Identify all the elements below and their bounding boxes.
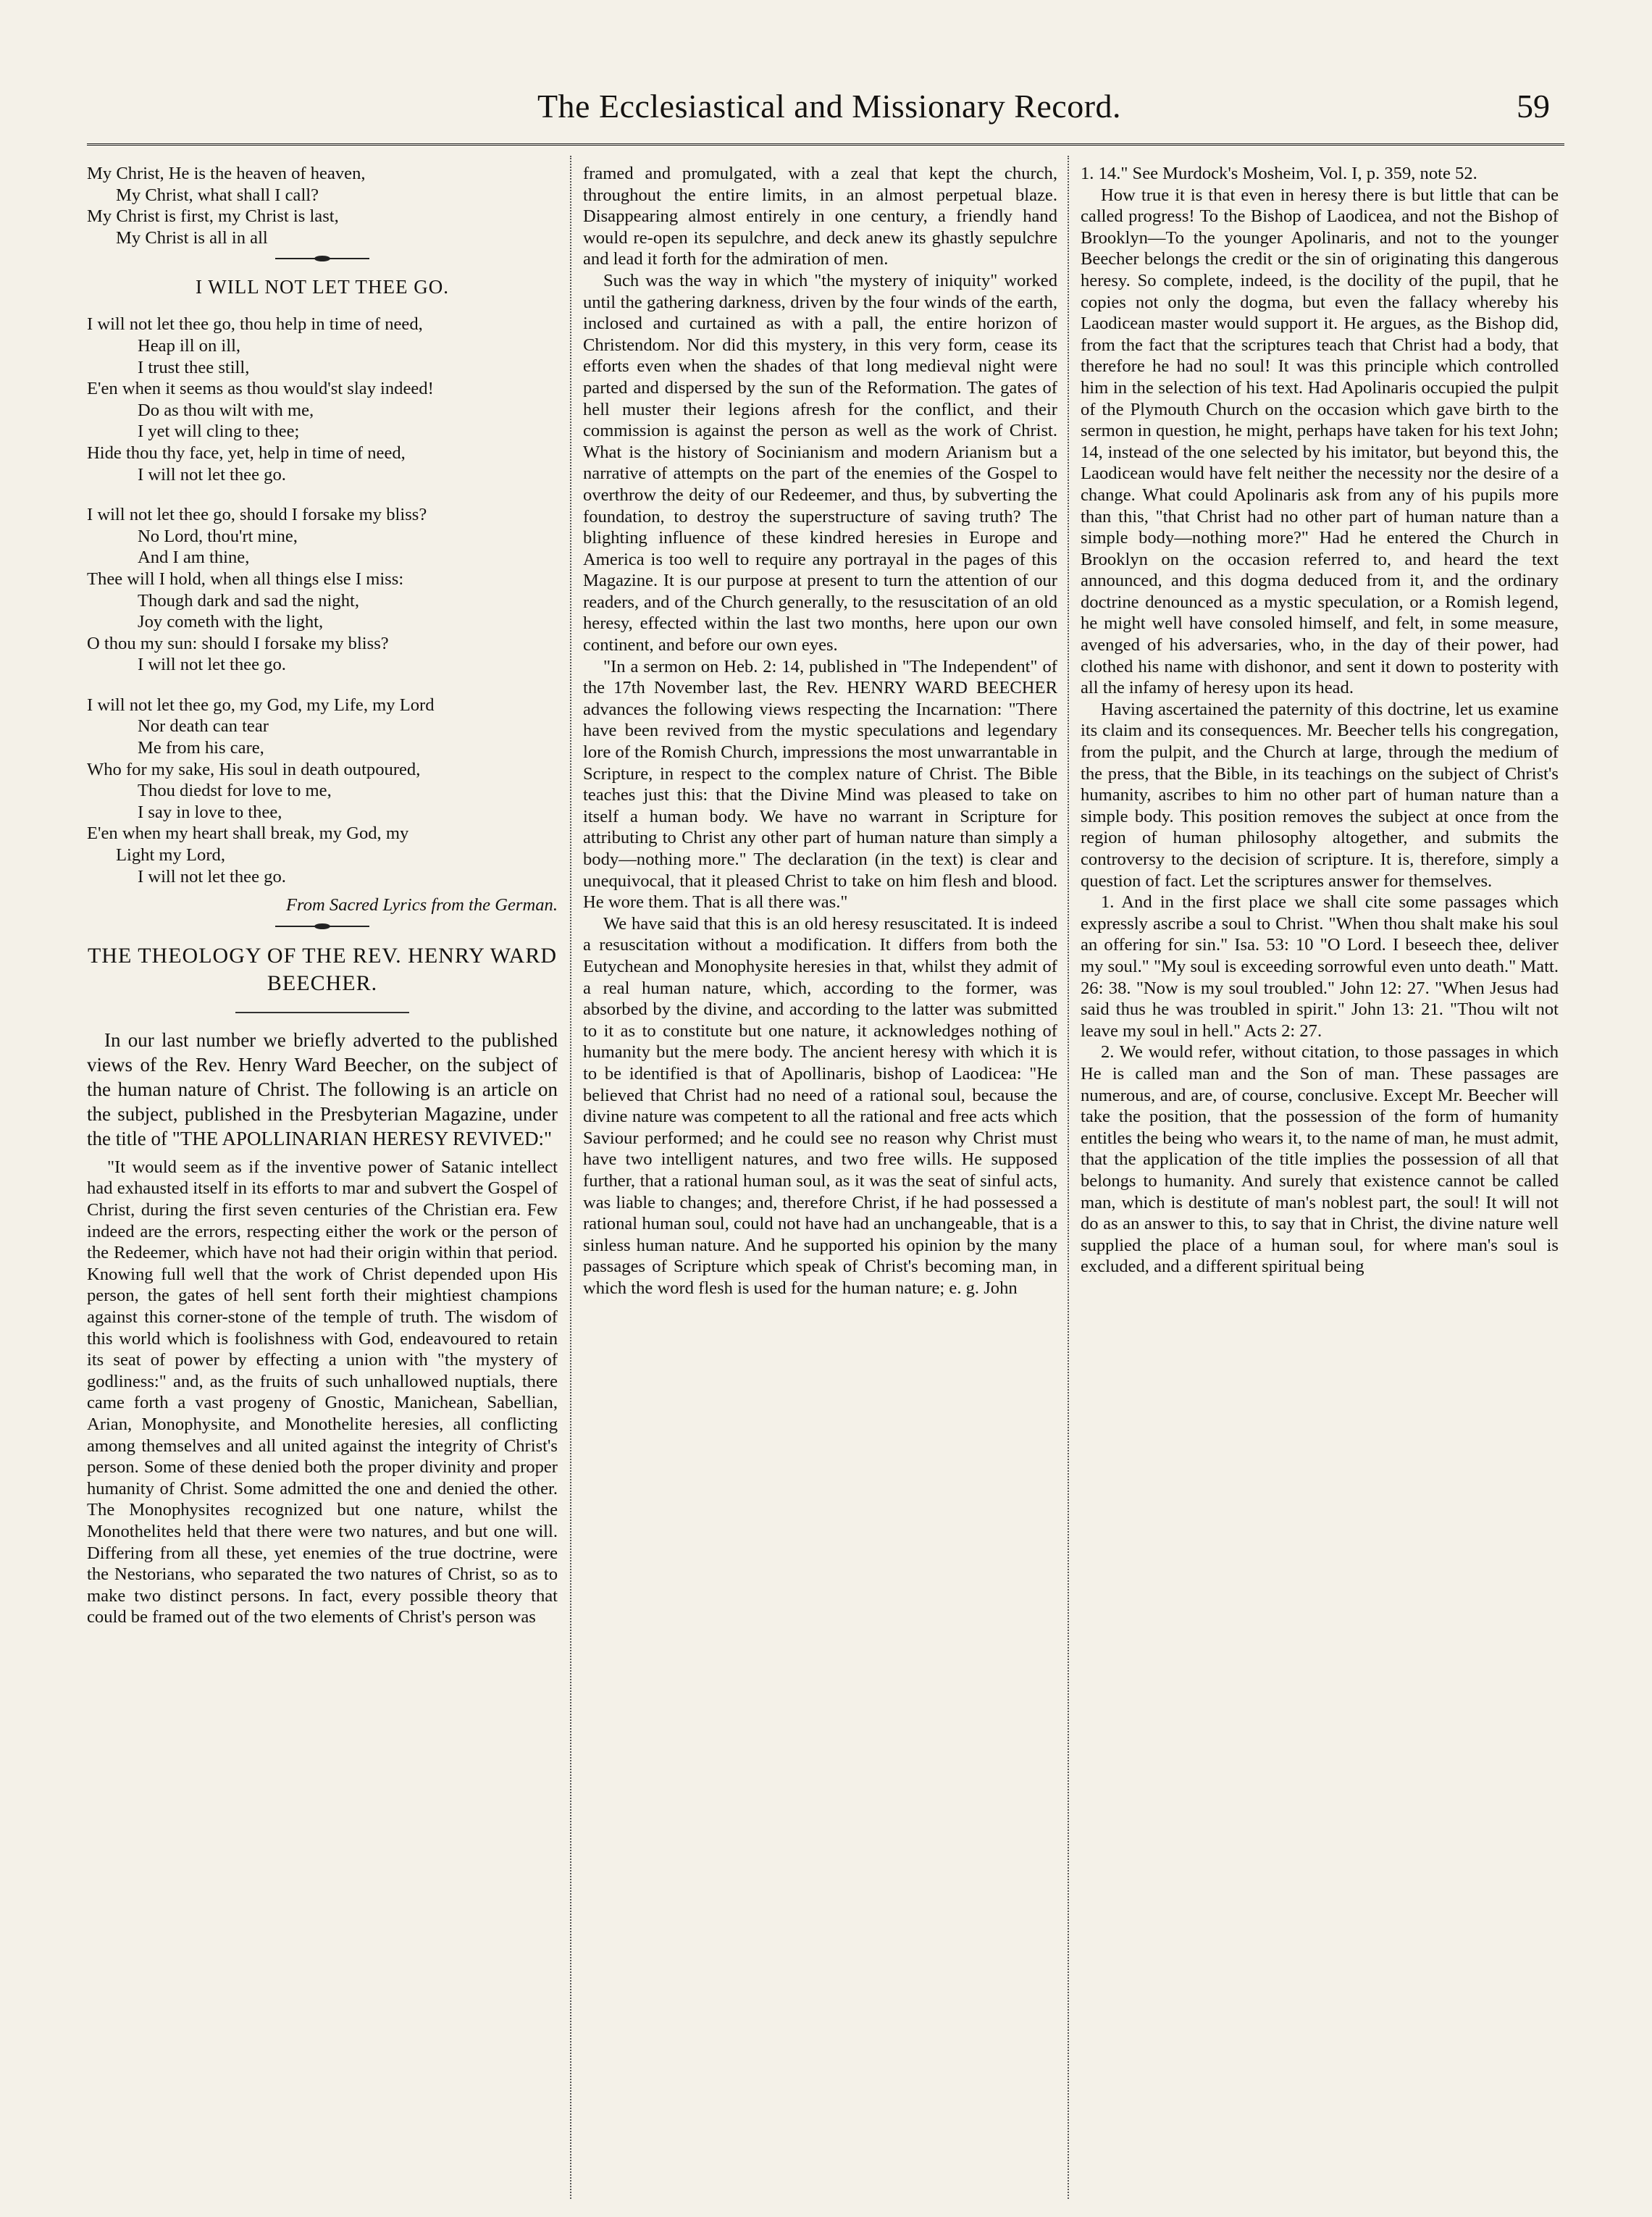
page-number: 59 [1517,88,1550,125]
ornament-divider [275,923,369,929]
poem-line: Do as thou wilt with me, [138,400,314,420]
poem-line: I yet will cling to thee; [138,422,300,442]
poem-line: O thou my sun: should I forsake my bliss? [87,633,389,653]
poem-line: Heap ill on ill, [138,335,241,356]
poem-line: I will not let thee go, my God, my Life, my Lord [87,695,435,715]
poem-line: Thee will I hold, when all things else I miss: [87,569,404,589]
article-title: THE THEOLOGY OF THE REV. HENRY WARD BEECHER. [87,943,558,995]
publication-title: The Ecclesiastical and Missionary Record. [537,88,1122,125]
column-2 [583,163,1057,1299]
poem-line: Thou diedst for love to me, [138,781,332,801]
poem-line: I will not let thee go. [138,866,286,887]
verse-line: My Christ, He is the heaven of heaven, [87,164,366,183]
poem-line: E'en when it seems as thou would'st slay indeed! [87,379,434,399]
paragraph: 1. 14." See Murdock's Mosheim, Vol. I, p. 359, note 52. [1081,164,1477,183]
verse-line: My Christ is all in all [116,227,268,248]
poem-line: And I am thine, [138,548,250,568]
header-rule [87,143,1564,148]
paragraph: How true it is that even in heresy there is but little that can be called progress! To the Bishop of Laodicea, and not the Bishop of Brooklyn—To the younger Apolinaris, and not to the younger Beecher belongs the credit or the sin of originating this dangerous heresy. So complete, indeed, is the docility of the pupil, that he copies not only the dogma, but even the fallacy whereby his Laodicean master would support it. He argues, as the Bishop did, from the fact that the scriptures teach that Christ had a body, that therefore he had no soul! It was this principle which controlled him in the selection of his text. Had Apolinaris occupied the pulpit of the Plymouth Church on the occasion which gave birth to the sermon in question, he might, perhaps have taken for his text John; 14, instead of the one selected by his imitator, but beyond this, the Laodicean would have felt neither the necessity nor the desire of a change. What could Apolinaris ask from any of his pupils more than this, "that Christ had no other part of human nature than a simple body—nothing more?" Had he entered the Church in Brooklyn on the occasion referred to, and heard the text announced, and this dogma deduced from it, and the ordinary doctrine denounced as a mystic speculation, or a Romish legend, he might well have consoled himself, and felt, in some measure, avenged of his adversaries, who, in the day of their power, had clothed his name with dishonor, and sent it down to posterity with all the infamy of heresy upon its head. [1081,185,1559,698]
poem-line: I will not let thee go, thou help in time of need, [87,314,423,335]
poem-line: No Lord, thou'rt mine, [138,526,298,546]
poem-stanza [87,314,558,485]
ornament-divider [275,256,369,261]
paragraph: 2. We would refer, without citation, to those passages in which He is called man and the Son of man. These passages are numerous, and are, of course, conclusive. Except Mr. Beecher will take the position, that the possession of the form of humanity entitles the being who wears it, to the name of man, he must admit, that the application of the title implies the possession of all that belongs to humanity. And surely that existence cannot be called man, which is destitute of man's noblest part, the soul! It will not do as an answer to this, to say that in Christ, the divine nature well supplied the place of a human soul, for where man's soul is excluded, and a different spiritual being [1081,1042,1559,1277]
poem-line: Though dark and sad the night, [138,590,359,611]
poem-line: Me from his care, [138,738,264,758]
poem-attribution: From Sacred Lyrics from the German. [286,895,558,915]
page-header [94,80,1564,138]
column-3 [1081,163,1559,1278]
verse-line: My Christ is first, my Christ is last, [87,206,339,227]
paragraph: framed and promulgated, with a zeal that kept the church, throughout the entire limits, in an almost perpetual blaze. Disappearing almost entirely in one century, a friendly hand would re-open its sepulchre, and deck anew its ghastly sepulchre and lead it forth for the admiration of men. [583,164,1057,269]
article-quote: "It would seem as if the inventive power of Satanic intellect had exhausted itself in its efforts to mar and subvert the Gospel of Christ, during the first seven centuries of the Christian era. Few indeed are the errors, respecting either the work or the person of the Redeemer, which have not had their origin within that period. Knowing full well that the work of Christ depended upon His person, the gates of hell sent forth their mightiest champions against this corner-stone of the temple of truth. The wisdom of this world which is foolishness with God, endeavoured to retain its seat of power by effecting a union with "the mystery of godliness:" and, as the fruits of such unhallowed nuptials, there came forth a vast progeny of Gnostic, Manichean, Sabellian, Arian, Monophysite, and Monothelite heresies, all conflicting among themselves and all united against the integrity of Christ's person. Some of these denied both the proper divinity and proper humanity of Christ. Some admitted the one and denied the other. The Monophysites recognized but one nature, whilst the Monothelites held that there were two natures, and but one will. Differing from all these, yet enemies of the true doctrine, were the Nestorians, who separated the two natures of Christ, so as to make two distinct persons. In fact, every possible theory that could be framed out of the two elements of Christ's person was [87,1157,558,1627]
article-intro: In our last number we briefly adverted to the published views of the Rev. Henry Ward Beecher, on the subject of the human nature of Christ. The following is an article on the subject, published in the Presbyterian Magazine, under the title of "THE APOLLINARIAN HERESY REVIVED:" [87,1028,558,1149]
poem-stanza [87,695,558,887]
paragraph: We have said that this is an old heresy resuscitated. It is indeed a resuscitation without a modification. It differs from both the Eutychean and Monophysite heresies in that, whilst they admit of a real human nature, which, according to the former, was absorbed by the divine, and according to the latter was submitted to it as to constitute but one nature, it acknowledges nothing of humanity but the mere body. The ancient heresy with which it is to be identified is that of Apollinaris, bishop of Laodicea: "He believed that Christ had no need of a rational soul, because the divine nature was competent to all the rational and free acts which Saviour performed; and he could see no reason why Christ must have two intelligent natures, and two free wills. He supposed further, that a rational human soul, as it was the seat of sinful acts, was liable to changes; and, therefore Christ, if he had possessed a rational human soul, could not have had an unchangeable, that is a sinless human nature. And he supported his opinion by the many passages of Scripture which speak of Christ's becoming man, in which the word flesh is used for the human nature; e. g. John [583,913,1057,1298]
verse-fragment [87,163,558,248]
title-rule [235,1012,409,1013]
poem-title: I WILL NOT LET THEE GO. [196,276,449,298]
poem-line: I will not let thee go. [138,655,286,675]
poem-line: I trust thee still, [138,357,250,377]
column-divider [570,156,571,2199]
paragraph: Such was the way in which "the mystery of iniquity" worked until the gathering darkness, driven by the four winds of the earth, inclosed and curtained as with a pall, the entire horizon of Christendom. Nor did this mystery, in this very form, cease its efforts even when the shades of that long medieval night were parted and dispersed by the sun of the Reformation. The gates of hell muster their legions afresh for the conflict, and their commission is against the person as well as the work of Christ. What is the history of Socinianism and modern Arianism but a narrative of attempts on the part of the enemies of the Gospel to overthrow the deity of our Redeemer, and thus, by subverting the foundation, to destroy the superstructure of saving truth? The blighting influence of these kindred heresies in Europe and America is too well to require any portrayal in the pages of this Magazine. It is our purpose at present to turn the attention of our readers, and of the Church generally, to the resuscitation of an old heresy, effected within the last two months, here upon our own continent, and before our own eyes. [583,270,1057,655]
paragraph: "In a sermon on Heb. 2: 14, published in "The Independent" of the 17th November last, the Rev. HENRY WARD BEECHER advances the following views respecting the Incarnation: "There have been revived from the mystic speculations and legendary lore of the Romish Church, impressions the most unwarrantable in Scripture, in respect to the complex nature of Christ. The Bible teaches just this: that the Divine Mind was pleased to take on itself a human body. We have no warrant in Scripture for attributing to Christ any other part of human nature than simply a body—nothing more." The declaration (in the text) is clear and unequivocal, that it pleased Christ to take on him flesh and blood. He wore them. That is all there was." [583,656,1057,913]
poem-line: Joy cometh with the light, [138,612,324,632]
poem-line: I will not let thee go. [138,464,286,485]
poem-stanza [87,504,558,676]
poem-line: Nor death can tear [138,716,269,737]
poem-line: E'en when my heart shall break, my God, my [87,823,409,844]
paragraph: Having ascertained the paternity of this doctrine, let us examine its claim and its consequences. Mr. Beecher tells his congregation, from the pulpit, and the Church at large, through the medium of the press, that the Bible, in its teachings on the subject of Christ's humanity, ascribes to him no other part of human nature than a simple body. This position removes the subject at once from the region of human philosophy altogether, and submits the controversy to the decision of scripture. It is, therefore, simply a question of fact. Let the scriptures answer for themselves. [1081,699,1559,891]
poem-line: I will not let thee go, should I forsake my bliss? [87,505,427,525]
column-divider [1068,156,1069,2199]
poem-line: Hide thou thy face, yet, help in time of need, [87,443,406,463]
column-1 [87,163,558,1628]
verse-line: My Christ, what shall I call? [116,185,319,205]
poem-line: Light my Lord, [116,845,225,866]
poem-line: Who for my sake, His soul in death outpoured, [87,759,421,779]
poem-line: I say in love to thee, [138,802,282,822]
paragraph: 1. And in the first place we shall cite some passages which expressly ascribe a soul to Christ. "When thou shalt make his soul an offering for sin." Isa. 53: 10 "O Lord. I beseech thee, deliver my soul." "My soul is exceeding sorrowful even unto death." Matt. 26: 38. "Now is my soul troubled." John 12: 27. "When Jesus had said thus he was troubled in spirit." John 13: 21. "Thou wilt not leave my soul in hell." Acts 2: 27. [1081,892,1559,1041]
